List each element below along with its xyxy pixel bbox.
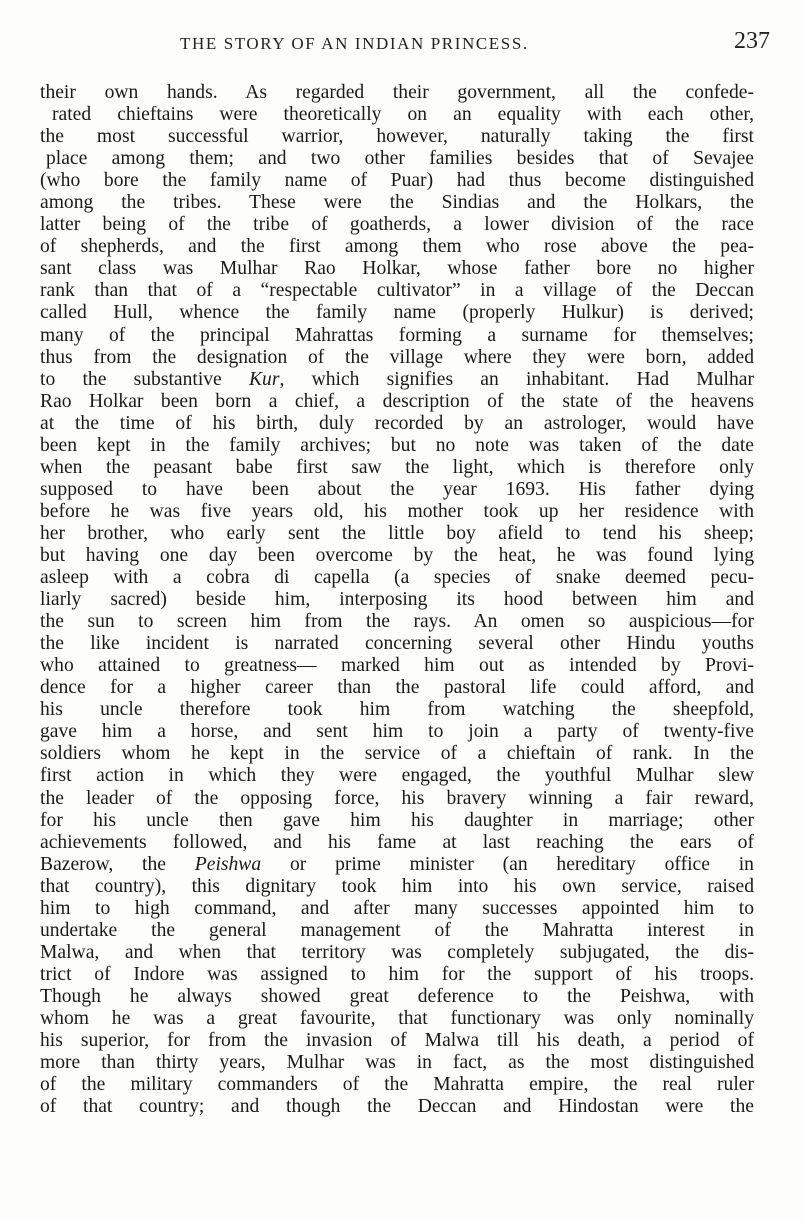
- text-line: undertake the general management of the Mahratta interest in: [40, 919, 754, 941]
- text-line: at the time of his birth, duly recorded by an astrologer, would have: [40, 412, 754, 434]
- text-line: her brother, who early sent the little boy afield to tend his sheep;: [40, 522, 754, 544]
- text-line: Malwa, and when that territory was completely subjugated, the dis-: [40, 941, 754, 963]
- text-line: of the military commanders of the Mahratta empire, the real ruler: [40, 1074, 754, 1096]
- text-line: rank than that of a “respectable cultivator” in a village of the Deccan: [40, 280, 754, 302]
- text-line: called Hull, whence the family name (properly Hulkur) is derived;: [40, 302, 754, 324]
- text-line: many of the principal Mahrattas forming a surname for themselves;: [40, 324, 754, 346]
- text-line: his uncle therefore took him from watching the sheepfold,: [40, 699, 754, 721]
- text-line: for his uncle then gave him his daughter in marriage; other: [40, 809, 754, 831]
- text-line: place among them; and two other families besides that of Sevajee: [46, 148, 754, 170]
- text-line: been kept in the family archives; but no note was taken of the date: [40, 434, 754, 456]
- text-line: rated chieftains were theoretically on an equality with each other,: [52, 104, 754, 126]
- text-line-with-italic: [40, 854, 754, 876]
- text-line: of that country; and though the Deccan and Hindostan were the: [40, 1096, 754, 1118]
- body-text: [40, 82, 754, 1118]
- italic-word: Kur: [248, 368, 280, 390]
- text-line: their own hands. As regarded their government, all the confede-: [40, 82, 754, 103]
- text-line: before he was five years old, his mother took up her residence with: [40, 500, 754, 522]
- text-line: dence for a higher career than the pastoral life could afford, and: [40, 677, 754, 699]
- line-part: to the substantive: [40, 368, 249, 390]
- text-line: among the tribes. These were the Sindias and the Holkars, the: [40, 192, 754, 214]
- line-part: Bazerow, the: [40, 853, 195, 875]
- text-line: asleep with a cobra di capella (a species of snake deemed pecu-: [40, 567, 754, 589]
- italic-word: Peishwa: [194, 853, 262, 875]
- text-line: the like incident is narrated concerning several other Hindu youths: [40, 633, 754, 655]
- line-part: or prime minister (an hereditary office in: [261, 853, 754, 875]
- text-line: more than thirty years, Mulhar was in fact, as the most distinguished: [40, 1052, 754, 1074]
- text-line: of shepherds, and the first among them who rose above the pea-: [40, 236, 754, 258]
- text-line: his superior, for from the invasion of Malwa till his death, a period of: [40, 1030, 754, 1052]
- text-line: liarly sacred) beside him, interposing its hood between him and: [40, 589, 754, 611]
- text-line: first action in which they were engaged, the youthful Mulhar slew: [40, 765, 754, 787]
- text-line-with-italic: [40, 369, 754, 391]
- text-line: Though he always showed great deference to the Peishwa, with: [40, 985, 754, 1007]
- text-line: (who bore the family name of Puar) had thus become distinguished: [40, 170, 754, 192]
- page-number: 237: [734, 28, 770, 54]
- text-line: whom he was a great favourite, that functionary was only nominally: [40, 1007, 754, 1029]
- text-line: latter being of the tribe of goatherds, a lower division of the race: [40, 214, 754, 236]
- text-line: soldiers whom he kept in the service of a chieftain of rank. In the: [40, 743, 754, 765]
- text-line: him to high command, and after many successes appointed him to: [40, 897, 754, 919]
- running-header: [40, 28, 770, 62]
- text-line: that country), this dignitary took him into his own service, raised: [40, 875, 754, 897]
- text-line: sant class was Mulhar Rao Holkar, whose father bore no higher: [40, 258, 754, 280]
- text-line: who attained to greatness— marked him out as intended by Provi-: [40, 655, 754, 677]
- text-line: supposed to have been about the year 1693. His father dying: [40, 478, 754, 500]
- text-line: when the peasant babe first saw the light, which is therefore only: [40, 456, 754, 478]
- text-line: gave him a horse, and sent him to join a party of twenty-five: [40, 721, 754, 743]
- text-line: achievements followed, and his fame at last reaching the ears of: [40, 831, 754, 853]
- text-line: thus from the designation of the village where they were born, added: [40, 346, 754, 368]
- text-line: the leader of the opposing force, his bravery winning a fair reward,: [40, 787, 754, 809]
- text-line: Rao Holkar been born a chief, a description of the state of the heavens: [40, 390, 754, 412]
- text-line: trict of Indore was assigned to him for the support of his troops.: [40, 963, 754, 985]
- text-line: but having one day been overcome by the heat, he was found lying: [40, 544, 754, 566]
- line-part: , which signifies an inhabitant. Had Mulhar: [279, 368, 754, 390]
- text-line: the most successful warrior, however, naturally taking the first: [40, 126, 754, 148]
- text-line: the sun to screen him from the rays. An omen so auspicious—for: [40, 611, 754, 633]
- header-title: THE STORY OF AN INDIAN PRINCESS.: [180, 34, 529, 53]
